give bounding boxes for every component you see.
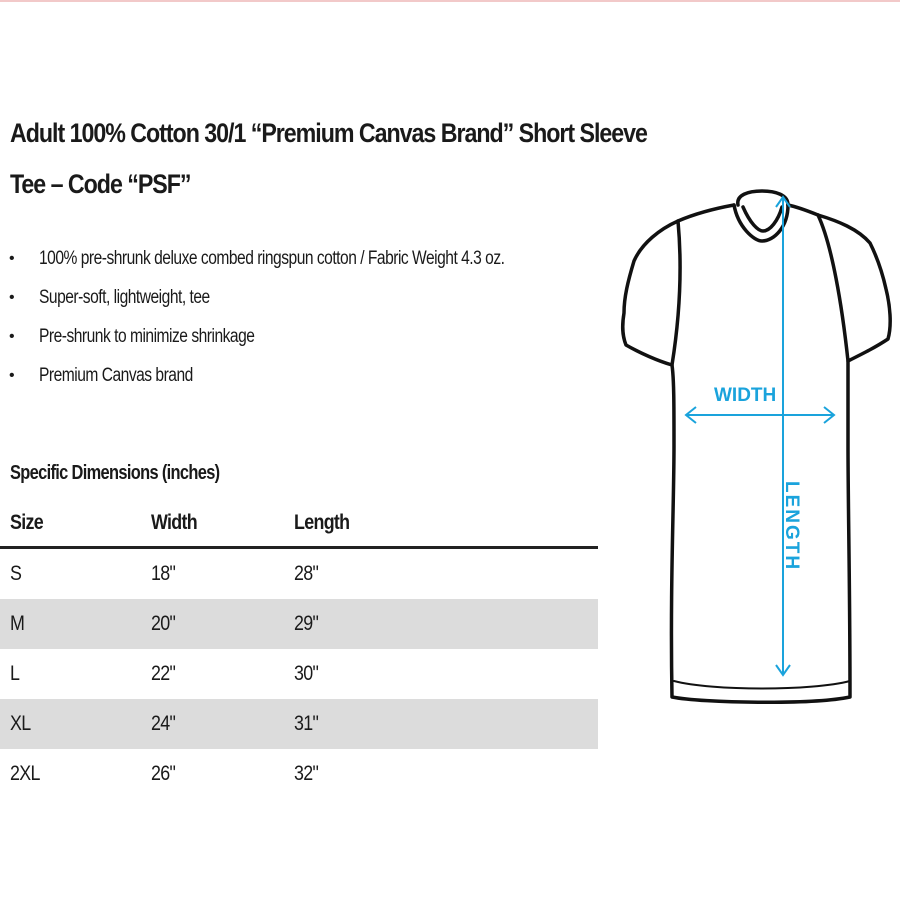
width-cell: 20": [151, 612, 176, 635]
table-row: [0, 699, 598, 749]
length-cell: 30": [294, 662, 319, 685]
header-length: Length: [294, 511, 350, 534]
product-title-line-1: Adult 100% Cotton 30/1 “Premium Canvas Brand” Short Sleeve: [10, 118, 647, 148]
tshirt-diagram: [612, 185, 894, 711]
length-cell: 29": [294, 612, 319, 635]
size-cell: XL: [10, 712, 31, 735]
feature-text: Super-soft, lightweight, tee: [39, 287, 210, 308]
size-cell: S: [10, 562, 22, 585]
header-width: Width: [151, 511, 198, 534]
size-cell: M: [10, 612, 25, 635]
feature-text: Pre-shrunk to minimize shrinkage: [39, 326, 255, 347]
length-cell: 31": [294, 712, 319, 735]
length-cell: 28": [294, 562, 319, 585]
table-row: [0, 649, 598, 699]
size-chart-table: [0, 500, 598, 799]
top-rule: [0, 0, 900, 2]
feature-text: Premium Canvas brand: [39, 365, 193, 386]
header-size: Size: [10, 511, 44, 534]
product-title: [10, 108, 647, 210]
table-header: [0, 500, 598, 549]
table-row: [0, 749, 598, 799]
table-row: [0, 599, 598, 649]
bullet-icon: •: [9, 289, 15, 306]
width-cell: 22": [151, 662, 176, 685]
dimensions-heading: Specific Dimensions (inches): [10, 462, 220, 484]
length-label: LENGTH: [781, 481, 802, 572]
width-cell: 26": [151, 762, 176, 785]
bullet-icon: •: [9, 367, 15, 384]
bullet-icon: •: [9, 250, 15, 267]
product-title-line-2: Tee – Code “PSF”: [10, 169, 191, 199]
bullet-icon: •: [9, 328, 15, 345]
tshirt-outline: [623, 191, 890, 702]
width-label: WIDTH: [714, 385, 777, 406]
table-row: [0, 549, 598, 599]
width-cell: 18": [151, 562, 176, 585]
length-cell: 32": [294, 762, 319, 785]
width-cell: 24": [151, 712, 176, 735]
size-cell: L: [10, 662, 20, 685]
measurement-lines: [686, 197, 834, 675]
feature-text: 100% pre-shrunk deluxe combed ringspun cotton / Fabric Weight 4.3 oz.: [39, 248, 505, 269]
size-cell: 2XL: [10, 762, 40, 785]
